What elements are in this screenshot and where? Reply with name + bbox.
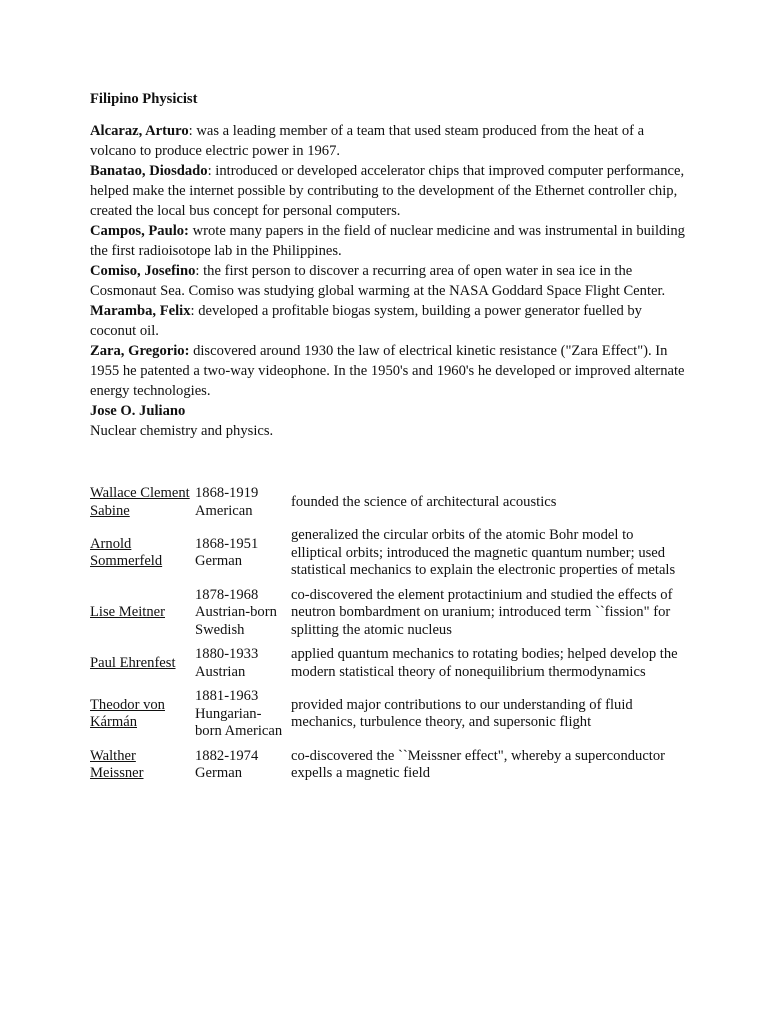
physicist-born-cell: 1868-1951 German — [195, 535, 259, 570]
bio-name: Maramba, Felix — [90, 303, 191, 319]
physicist-born-cell: 1878-1968 Austrian-born Swedish — [195, 586, 277, 638]
physicist-name-cell — [90, 527, 191, 580]
bio-list — [90, 121, 690, 441]
physicist-born-cell: 1882-1974 German — [195, 747, 259, 781]
bio-name: Comiso, Josefino — [90, 263, 196, 279]
bio-name: Campos, Paulo: — [90, 223, 189, 239]
bio-entry — [90, 421, 690, 441]
physicist-table — [86, 478, 685, 790]
bio-entry — [90, 221, 690, 261]
physicist-desc-cell: co-discovered the ``Meissner effect", whereby a superconductor expells a magnetic field — [291, 747, 666, 781]
physicist-desc-cell: provided major contributions to our understanding of fluid mechanics, turbulence theory, and supersonic flight — [291, 696, 633, 731]
bio-name: Jose O. Juliano — [90, 403, 186, 419]
bio-entry — [90, 161, 690, 221]
bio-text: Nuclear chemistry and physics. — [90, 423, 274, 439]
bio-text: the first person to discover a recurring area of open water in sea ice in the Cosmonaut Sea. Comiso was studying global warming at the NASA Goddard Space Flight Center. — [90, 263, 666, 299]
bio-text: developed a profitable biogas system, building a power generator fuelled by coconut oil. — [90, 303, 642, 339]
physicist-name-cell — [90, 748, 191, 783]
physicist-name-cell — [90, 587, 191, 640]
physicist-born-cell: 1868-1919 American — [195, 485, 259, 519]
physicist-desc-cell: co-discovered the element protactinium and studied the effects of neutron bombardment on uranium; introduced term ``fission" for splitting the atomic nucleus — [291, 586, 673, 638]
table-row — [90, 646, 681, 681]
physicist-born-cell: 1880-1933 Austrian — [195, 646, 259, 680]
bio-name: Banatao, Diosdado — [90, 163, 208, 179]
bio-entry — [90, 341, 690, 401]
page-title: Filipino Physicist — [90, 91, 198, 107]
table-row — [90, 587, 681, 640]
table-row — [90, 485, 681, 520]
bio-text: was a leading member of a team that used steam produced from the heat of a volcano to produce electric power in 1967. — [90, 123, 645, 159]
physicist-desc-cell: generalized the circular orbits of the atomic Bohr model to elliptical orbits; introduced the magnetic quantum number; used statistical mechanics to explain the electronic properties of metals — [291, 527, 676, 578]
physicist-link[interactable]: Arnold Sommerfeld — [90, 535, 163, 570]
physicist-born-cell: 1881-1963 Hungarian-born American — [195, 688, 283, 739]
table-row — [90, 688, 681, 741]
bio-separator: : — [190, 303, 195, 319]
physicist-link[interactable]: Wallace Clement Sabine — [90, 485, 190, 519]
bio-entry — [90, 401, 690, 421]
bio-text: wrote many papers in the field of nuclear medicine and was instrumental in building the first radioisotope lab in the Philippines. — [90, 223, 685, 259]
physicist-name-cell — [90, 485, 191, 520]
physicist-desc-cell: founded the science of architectural acoustics — [291, 493, 557, 510]
physicist-name-cell — [90, 646, 191, 681]
bio-entry — [90, 301, 690, 341]
bio-separator: : — [195, 263, 200, 279]
table-row — [90, 748, 681, 783]
physicist-desc-cell: applied quantum mechanics to rotating bodies; helped develop the modern statistical theory of nonequilibrium thermodynamics — [291, 646, 678, 680]
bio-separator: : — [207, 163, 212, 179]
bio-entry — [90, 121, 690, 161]
bio-name: Alcaraz, Arturo — [90, 123, 189, 139]
physicist-link[interactable]: Walther Meissner — [90, 747, 144, 781]
physicist-link[interactable]: Lise Meitner — [90, 604, 165, 620]
bio-text: discovered around 1930 the law of electrical kinetic resistance ("Zara Effect"). In 1955 he patented a two-way videophone. In the 1950's and 1960's he developed or improved alternate energy technologies. — [90, 343, 685, 399]
physicist-link[interactable]: Paul Ehrenfest — [90, 654, 176, 671]
table-row — [90, 527, 681, 580]
bio-entry — [90, 261, 690, 301]
physicist-table-wrap — [86, 478, 686, 790]
bio-separator: : — [188, 123, 193, 139]
physicist-name-cell — [90, 688, 191, 741]
bio-name: Zara, Gregorio: — [90, 343, 190, 359]
physicist-link[interactable]: Theodor von Kármán — [90, 696, 165, 731]
bio-text: introduced or developed accelerator chips that improved computer performance, helped make the internet possible by contributing to the development of the Ethernet controller chip, created the local bus concept for personal computers. — [90, 163, 685, 219]
